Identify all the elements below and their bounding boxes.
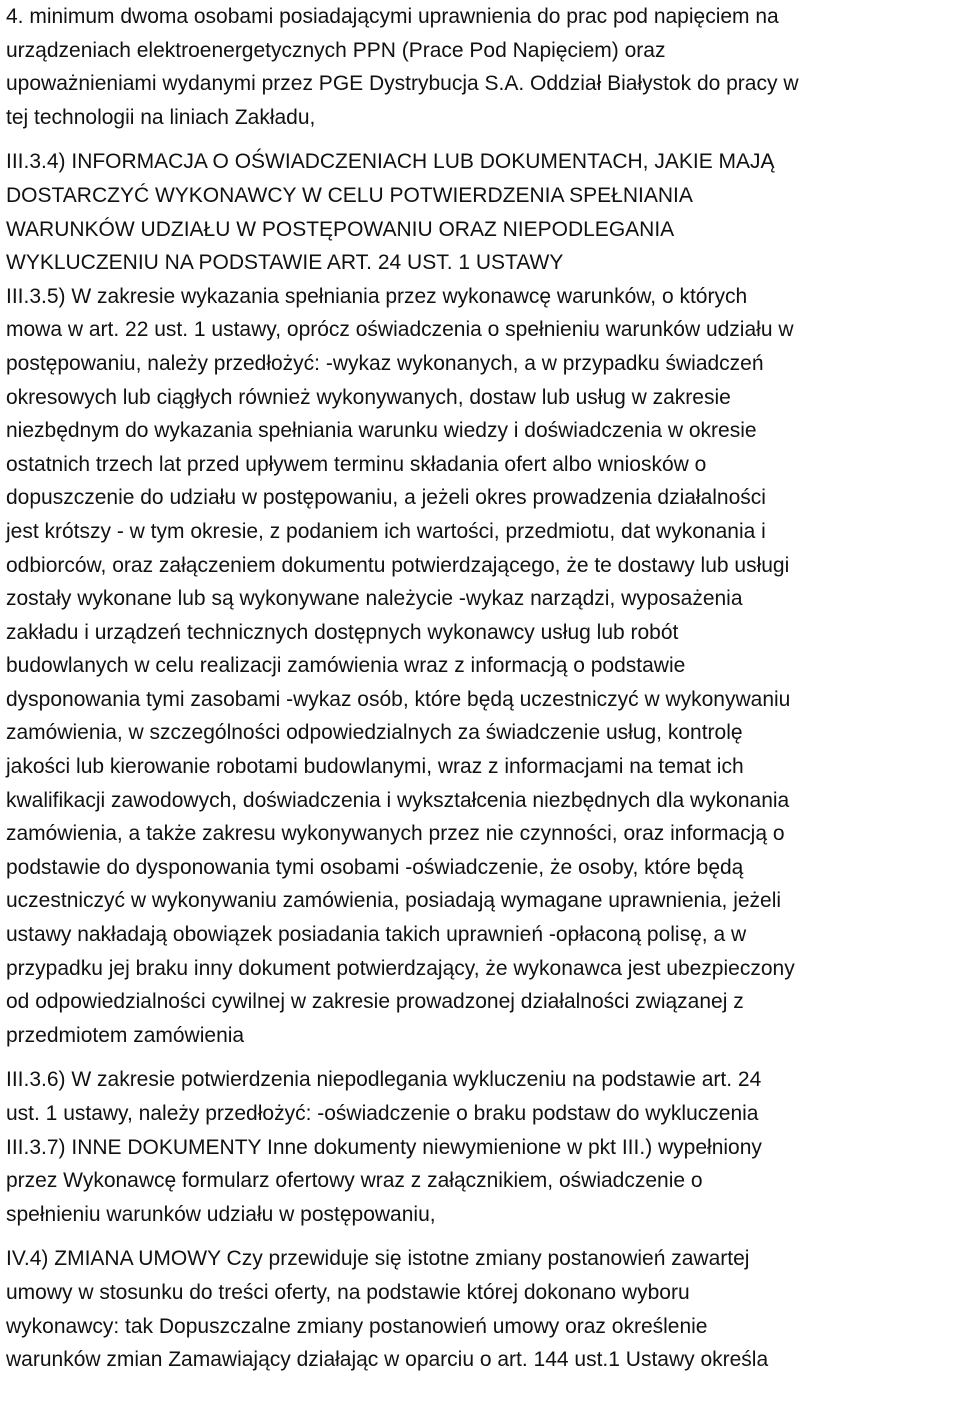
text-line: 4. minimum dwoma osobami posiadającymi uprawnienia do prac pod napięciem na [6, 5, 779, 28]
text-line: zamówienia, a także zakresu wykonywanych przez nie czynności, oraz informacją o [6, 822, 785, 846]
text-line: ostatnich trzech lat przed upływem terminu składania ofert albo wniosków o [6, 452, 707, 476]
text-line: budowlanych w celu realizacji zamówienia wraz z informacją o podstawie [6, 654, 686, 678]
text-line: mowa w art. 22 ust. 1 ustawy, oprócz oświadczenia o spełnieniu warunków udziału w [6, 318, 794, 342]
text-line: niezbędnym do wykazania spełniania warunku wiedzy i doświadczenia w okresie [6, 419, 757, 443]
text-line: zakładu i urządzeń technicznych dostępnych wykonawcy usług lub robót [6, 620, 679, 644]
text-line: przypadku jej braku inny dokument potwierdzający, że wykonawca jest ubezpieczony [6, 956, 795, 980]
text-line: podstawie do dysponowania tymi osobami -oświadczenie, że osoby, które będą [6, 855, 744, 879]
text-line: IV.4) ZMIANA UMOWY Czy przewiduje się istotne zmiany postanowień zawartej [6, 1247, 750, 1271]
text-line: dysponowania tymi zasobami -wykaz osób, które będą uczestniczyć w wykonywaniu [6, 687, 791, 711]
text-line: umowy w stosunku do treści oferty, na podstawie której dokonano wyboru [6, 1280, 690, 1304]
paragraph-gap [6, 1231, 956, 1242]
section-iii-3-6-7 [6, 1063, 956, 1231]
text-line: urządzeniach elektroenergetycznych PPN (Prace Pod Napięciem) oraz [6, 38, 666, 62]
section-iv-4 [6, 1242, 956, 1376]
text-line: WARUNKÓW UDZIAŁU W POSTĘPOWANIU ORAZ NIEPODLEGANIA [6, 217, 675, 241]
text-line: okresowych lub ciągłych również wykonywanych, dostaw lub usług w zakresie [6, 385, 731, 409]
text-line: jakości lub kierowanie robotami budowlanymi, wraz z informacjami na temat ich [6, 755, 744, 779]
paragraph-gap [6, 134, 956, 145]
text-line: uczestniczyć w wykonywaniu zamówienia, posiadają wymagane uprawnienia, jeżeli [6, 889, 782, 913]
paragraph-gap [6, 1052, 956, 1063]
text-line: odbiorców, oraz załączeniem dokumentu potwierdzającego, że te dostawy lub usługi [6, 553, 790, 577]
section-iii-3-5 [6, 280, 956, 1053]
text-line: warunków zmian Zamawiający działając w oparciu o art. 144 ust.1 Ustawy określa [6, 1348, 769, 1372]
text-line: przedmiotem zamówienia [6, 1023, 245, 1047]
text-line: postępowaniu, należy przedłożyć: -wykaz wykonanych, a w przypadku świadczeń [6, 351, 764, 375]
text-line: zamówienia, w szczególności odpowiedzialnych za świadczenie usług, kontrolę [6, 721, 743, 745]
text-line: od odpowiedzialności cywilnej w zakresie prowadzonej działalności związanej z [6, 990, 744, 1014]
text-line: wykonawcy: tak Dopuszczalne zmiany postanowień umowy oraz określenie [6, 1314, 708, 1338]
text-line: III.3.4) INFORMACJA O OŚWIADCZENIACH LUB DOKUMENTACH, JAKIE MAJĄ [6, 150, 775, 174]
document-page [6, 0, 956, 1377]
text-line: przez Wykonawcę formularz ofertowy wraz z załącznikiem, oświadczenie o [6, 1169, 703, 1193]
text-line: kwalifikacji zawodowych, doświadczenia i wykształcenia niezbędnych dla wykonania [6, 788, 790, 812]
text-line: ustawy nakładają obowiązek posiadania takich uprawnień -opłaconą polisę, a w [6, 923, 747, 947]
text-line: upoważnieniami wydanymi przez PGE Dystrybucja S.A. Oddział Białystok do pracy w [6, 72, 799, 96]
section-heading-iii-3-4 [6, 145, 956, 279]
text-line: spełnieniu warunków udziału w postępowaniu, [6, 1202, 436, 1226]
text-line: ust. 1 ustawy, należy przedłożyć: -oświadczenie o braku podstaw do wykluczenia [6, 1102, 759, 1125]
text-line: III.3.7) INNE DOKUMENTY Inne dokumenty niewymienione w pkt III.) wypełniony [6, 1135, 762, 1159]
text-line: III.3.5) W zakresie wykazania spełniania przez wykonawcę warunków, o których [6, 284, 748, 308]
text-line: III.3.6) W zakresie potwierdzenia niepodlegania wykluczeniu na podstawie art. 24 [6, 1068, 762, 1092]
text-line: WYKLUCZENIU NA PODSTAWIE ART. 24 UST. 1 USTAWY [6, 251, 564, 275]
paragraph-item-4-qualifications [6, 0, 956, 134]
text-line: zostały wykonane lub są wykonywane należycie -wykaz narządzi, wyposażenia [6, 587, 743, 611]
text-line: DOSTARCZYĆ WYKONAWCY W CELU POTWIERDZENIA SPEŁNIANIA [6, 183, 693, 207]
text-line: tej technologii na liniach Zakładu, [6, 105, 316, 129]
text-line: dopuszczenie do udziału w postępowaniu, a jeżeli okres prowadzenia działalności [6, 486, 766, 510]
text-line: jest krótszy - w tym okresie, z podaniem ich wartości, przedmiotu, dat wykonania i [6, 519, 766, 543]
